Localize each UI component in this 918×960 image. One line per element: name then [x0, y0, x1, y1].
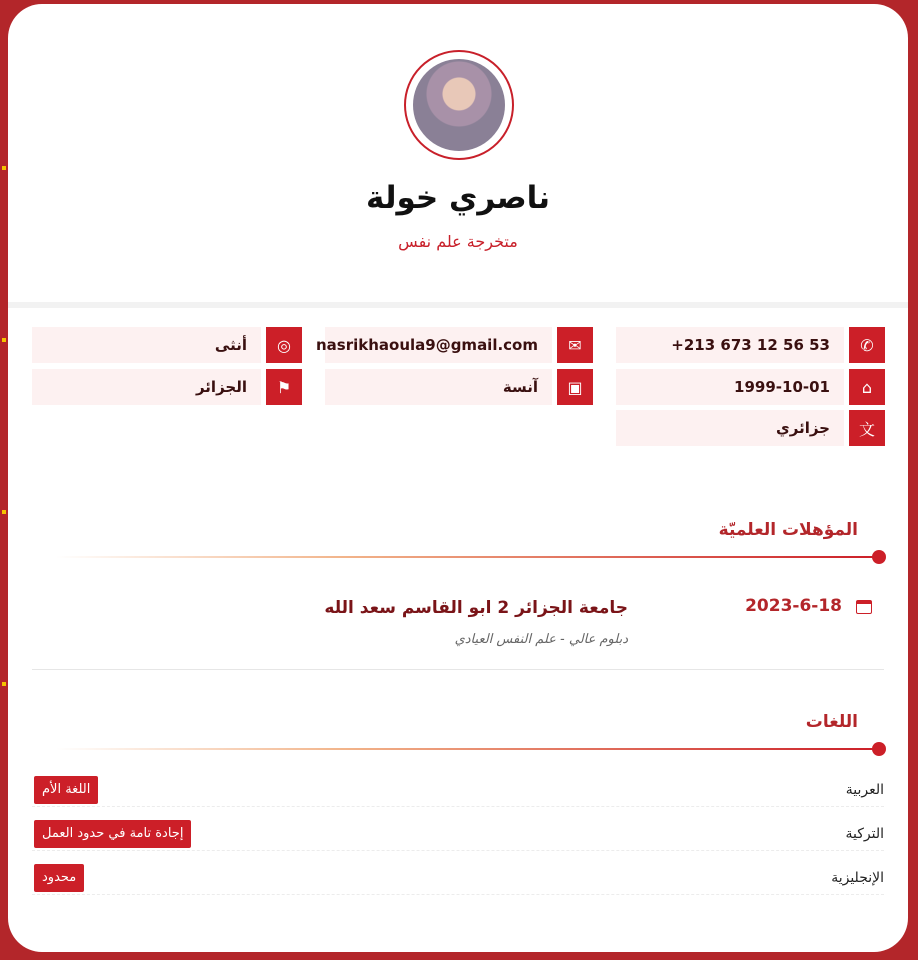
marital-value: آنسة [325, 369, 552, 405]
languages-heading: اللغات [805, 712, 858, 732]
frame-marker [2, 166, 6, 170]
gender-value: أنثى [32, 327, 261, 363]
language-level-badge: محدود [34, 864, 84, 892]
profile-header [8, 4, 908, 302]
avatar [413, 59, 505, 151]
education-divider [56, 556, 878, 558]
birthdate-row [616, 369, 885, 405]
mail-icon: ✉ [557, 327, 593, 363]
phone-row [616, 327, 885, 363]
nationality-value: جزائري [616, 410, 844, 446]
marital-row [325, 369, 593, 405]
languages-divider [56, 748, 878, 750]
language-name: الإنجليزية [831, 870, 884, 886]
frame-marker [2, 338, 6, 342]
profile-title: متخرجة علم نفس [398, 232, 518, 251]
email-value[interactable]: nasrikhaoula9@gmail.com [325, 327, 552, 363]
list-item [32, 820, 884, 851]
header-divider [8, 302, 908, 308]
education-degree: دبلوم عالي - علم النفس العيادي [454, 632, 628, 647]
resume-card [8, 4, 908, 952]
gender-row [32, 327, 302, 363]
country-row [32, 369, 302, 405]
education-heading: المؤهلات العلمیّة [718, 520, 858, 540]
birthdate-value: 1999-10-01 [616, 369, 844, 405]
profile-name: ناصري خولة [366, 180, 550, 216]
cake-icon: ⌂ [849, 369, 885, 405]
nationality-row [616, 410, 885, 446]
list-item [32, 776, 884, 807]
frame-marker [2, 682, 6, 686]
email-row [315, 327, 593, 363]
id-card-icon: ▣ [557, 369, 593, 405]
phone-icon: ✆ [849, 327, 885, 363]
education-separator [32, 669, 884, 670]
phone-value: +213 673 12 56 53 [616, 327, 844, 363]
education-school: جامعة الجزائر 2 ابو القاسم سعد الله [324, 598, 628, 618]
language-level-badge: اللغة الأم [34, 776, 98, 804]
frame-marker [2, 510, 6, 514]
languages-dot [872, 742, 886, 756]
flag-icon: ⚑ [266, 369, 302, 405]
calendar-icon [856, 600, 872, 614]
education-dot [872, 550, 886, 564]
language-name: العربية [845, 782, 884, 798]
country-value: الجزائر [32, 369, 261, 405]
translate-icon: 文 [849, 410, 885, 446]
language-level-badge: إجادة تامة في حدود العمل [34, 820, 191, 848]
education-date: 2023-6-18 [745, 596, 842, 616]
language-name: التركية [845, 826, 884, 842]
fingerprint-icon: ◎ [266, 327, 302, 363]
list-item [32, 864, 884, 895]
avatar-frame [404, 50, 514, 160]
